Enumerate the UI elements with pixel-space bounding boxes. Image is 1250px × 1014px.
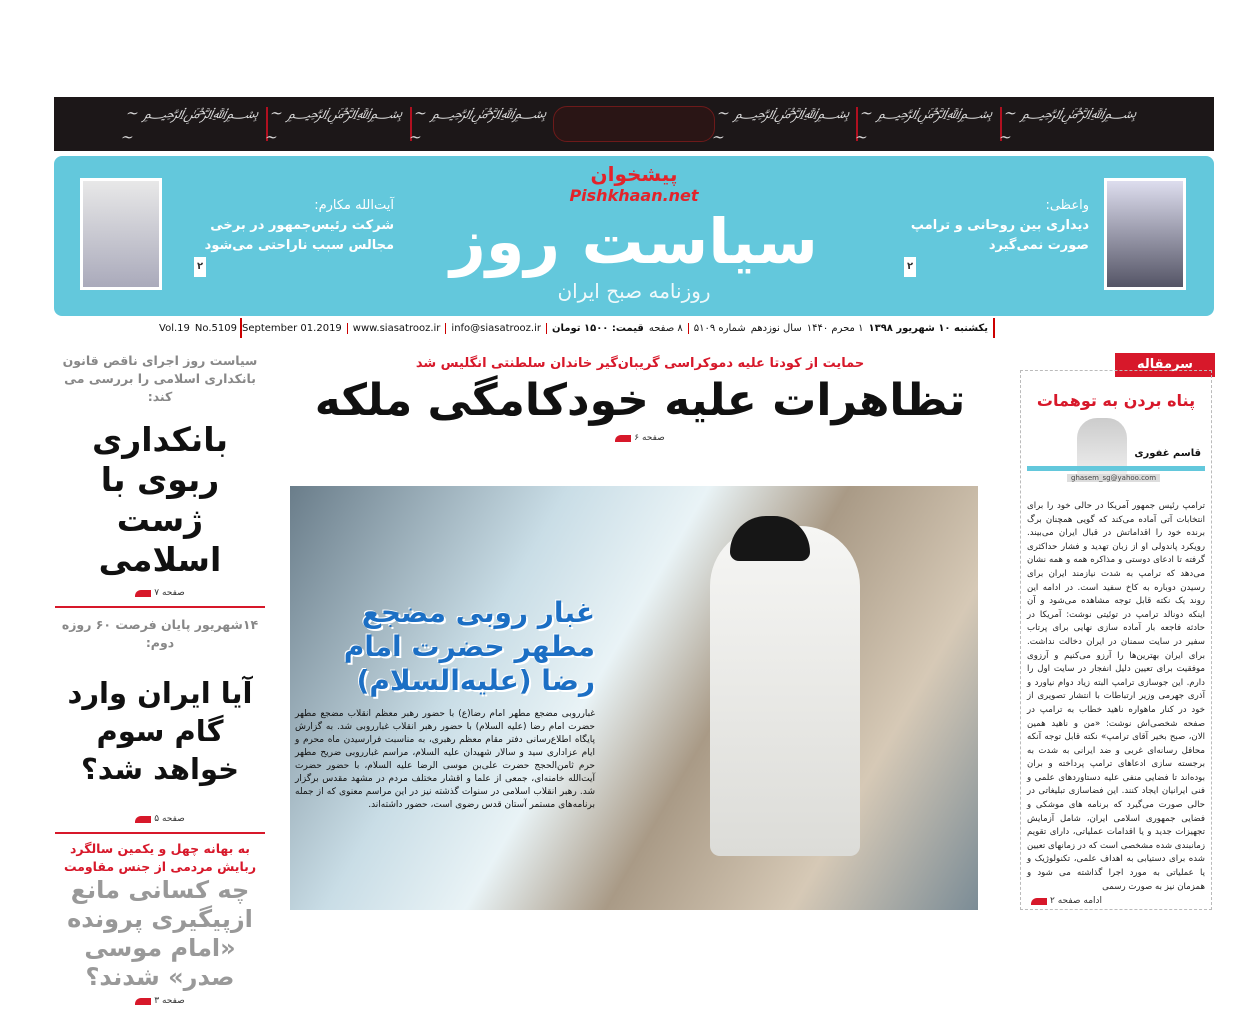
page-ref-text: صفحه ۷ bbox=[154, 588, 185, 598]
masthead-logo bbox=[434, 162, 834, 312]
leader-figure-image bbox=[730, 516, 810, 561]
editorial-title: پناه بردن به توهمات bbox=[1036, 391, 1196, 410]
issue-number-en: No.5109 bbox=[194, 322, 237, 334]
calligraphy-decoration: ~ ﷽ ~ bbox=[263, 104, 405, 146]
page-number: ۲ bbox=[904, 257, 916, 277]
teaser-speaker: واعظی: bbox=[1045, 198, 1089, 213]
website-link[interactable]: www.siasatrooz.ir bbox=[353, 323, 447, 334]
divider bbox=[55, 832, 265, 834]
author-block bbox=[1027, 410, 1205, 490]
page-reference bbox=[55, 814, 265, 824]
hijri-date: ۱ محرم ۱۴۴۰ bbox=[806, 322, 864, 334]
photo-story-body: غبارروبی مضجع مطهر امام رضا(ع) با حضور رهبر معظم انقلاب مضجع مطهر حضرت امام رضا (علیه السلام) با حضور رهبر انقلاب غبارروبی شد. به گزارش پایگاه اطلاع‌رسانی دفتر مقام معظم رهبری، به مناسبت فرارسیدن ماه محرم و ایام عزاداری سید و سالار شهیدان علیه السلام، مراسم غبارروبی ضریح مطهر حرم ثامن‌الحجج حضرت علی‌بن موسی الرضا علیه السلام، با حضور حضرت آیت‌الله خامنه‌ای، جمعی از علما و اقشار مختلف مردم در مشهد مقدس برگزار شد. رهبر انقلاب اسلامی در سنوات گذشته نیز در این مراسم معنوی که از جمله برنامه‌های مستمر آستان قدس رضوی است، حضور داشته‌اند. bbox=[295, 709, 595, 810]
page-count: ۸ صفحه bbox=[649, 323, 689, 334]
red-arrow-icon bbox=[135, 998, 151, 1005]
photo-story-text bbox=[295, 596, 595, 812]
calligraphy-decoration: ~ ﷽ ~ bbox=[119, 104, 261, 146]
red-arrow-icon bbox=[135, 816, 151, 823]
teaser-text: شرکت رئیس‌جمهور در برخی مجالس سبب ناراحتی می‌شود bbox=[204, 218, 394, 253]
watermark: Pishkhaan.net bbox=[569, 186, 699, 205]
calligraphy-decoration: ~ ﷽ ~ bbox=[997, 104, 1139, 146]
page-reference bbox=[290, 433, 990, 443]
main-story[interactable] bbox=[290, 356, 990, 445]
photo-story-title: غبار روبی مضجع مطهر حضرت امام رضا (علیه‌السلام) bbox=[343, 596, 595, 697]
persian-date: یکشنبه ۱۰ شهریور ۱۳۹۸ bbox=[868, 322, 988, 334]
watermark-persian: پیشخوان bbox=[590, 162, 678, 186]
page-number: ۲ bbox=[194, 257, 206, 277]
continued-reference[interactable] bbox=[1031, 896, 1205, 906]
red-arrow-icon bbox=[135, 590, 151, 597]
left-story[interactable] bbox=[55, 840, 265, 1006]
volume-en: Vol.19 bbox=[159, 322, 190, 334]
muharram-calligraphy-banner bbox=[54, 97, 1214, 151]
author-email: ghasem_sg@yahoo.com bbox=[1067, 474, 1160, 482]
story-headline: آیا ایران وارد گام سوم خواهد شد؟ bbox=[67, 676, 253, 786]
author-name: قاسم غفوری bbox=[1134, 448, 1201, 459]
official-portrait-photo bbox=[1104, 178, 1186, 290]
page-reference bbox=[55, 588, 265, 598]
continued-text: ادامه صفحه ۲ bbox=[1050, 896, 1103, 907]
cleric-portrait-photo bbox=[80, 178, 162, 290]
decoration-bar bbox=[1027, 466, 1205, 471]
page-ref-text: صفحه ۳ bbox=[154, 996, 185, 1006]
calligraphy-decoration: ~ ﷽ ~ bbox=[853, 104, 996, 146]
volume-year: سال نوزدهم bbox=[750, 322, 802, 334]
page-reference bbox=[55, 996, 265, 1006]
editorial-box[interactable] bbox=[1020, 370, 1212, 910]
masthead-header bbox=[54, 156, 1214, 316]
story-kicker: ۱۴شهریور پایان فرصت ۶۰ روزه دوم: bbox=[61, 617, 259, 650]
editorial-body: ترامپ رئیس جمهور آمریکا در حالی خود را برای انتخابات آتی آماده می‌کند که گویی همچنان برگ برنده خود را اقداماتش در قبال ایران می‌بیند. رویکرد پاندولی او از زبان تهدید و فشار حداکثری گرفته تا ادعای دوستی و مذاکره همه و همه نشان می‌دهد که ترامپ به شدت نیازمند ایران برای رسیدن دوباره به کاخ سفید است. در ادامه این روند یک نکته قابل توجه مشاهده می‌شود و آن اینکه دونالد ترامپ در توئیتی نوشت: آمریکا در حادثه فاجعه بار آماده سازی نهایی برای پرتاب سفیر در سایت سمنان در ایران دخالت نداشت. برای ایران بهترین‌ها را آرزو می‌کنیم و آرزوی موفقیت برای تعیین دلیل انفجار در سایت اول را دارم. این جوسازی ترامپ البته زیاد دوام نیاورد و آذری جهرمی وزیر ارتباطات با انتشار تصویری از خود در کنار ماهواره ناهید خطاب به ترامپ در صفحه شخصی‌اش نوشت: «من و ناهید همین الان، صبح بخیر آقای ترامپ» نکته قابل توجه آنکه محافل رسانه‌ای غربی و ضد ایرانی به شدت به برجسته سازی ادعاهای ترامپ پرداخته و بران بوده‌اند تا فضایی منفی علیه دستاوردهای علمی و فنی ایرانیان ایجاد کنند. این فضاسازی تبلیغاتی در حالی صورت می‌گیرد که برنامه های موشکی و فضایی جمهوری اسلامی ایران، شامل آزمایش تجهیزات جدید و یا اقدامات عملیاتی، دارای تقویم زمانبندی شده مشخصی است که در زمانهای تعیین شده برای دستیابی به اهداف علمی، تکنولوژیک و یا عملیاتی به مورد اجرا گذاشته می شود و همزمان نیز به صورت رسمی bbox=[1027, 501, 1205, 892]
calligraphy-decoration: ~ ﷽ ~ bbox=[709, 104, 852, 146]
main-kicker: حمایت از کودتا علیه دموکراسی گریبان‌گیر خاندان سلطنتی انگلیس شد bbox=[415, 356, 865, 371]
story-headline: چه کسانی مانع ازپیگیری پرونده «امام موسی صدر» شدند؟ bbox=[67, 876, 253, 991]
teaser-speaker: آیت‌الله مکارم: bbox=[314, 198, 394, 213]
right-header-teaser[interactable] bbox=[904, 196, 1089, 277]
calligraphy-decoration: ~ ﷽ ~ bbox=[406, 104, 549, 146]
main-headline: تظاهرات علیه خودکامگی ملکه bbox=[314, 375, 966, 426]
left-story[interactable] bbox=[55, 352, 265, 598]
red-arrow-icon bbox=[615, 435, 631, 442]
newspaper-subtitle: روزنامه صبح ایران bbox=[557, 279, 711, 303]
story-headline: بانکداری ربوی با ژست اسلامی bbox=[92, 420, 228, 579]
divider bbox=[55, 606, 265, 608]
issue-info-bar bbox=[159, 318, 995, 338]
story-kicker: سیاست روز اجرای ناقص قانون بانکداری اسلامی را بررسی می کند: bbox=[62, 353, 258, 404]
editorial-label: سرمقاله bbox=[1115, 353, 1215, 377]
price: قیمت: ۱۵۰۰ تومان bbox=[552, 322, 644, 334]
newspaper-name: سیاست روز bbox=[450, 205, 818, 278]
story-kicker: به بهانه چهل و یکمین سالگرد ربایش مردمی از جنس مقاومت bbox=[63, 841, 257, 874]
page-ref-text: صفحه ۶ bbox=[634, 433, 665, 443]
left-header-teaser[interactable] bbox=[194, 196, 394, 277]
gregorian-date: September 01.2019 bbox=[242, 323, 348, 334]
leader-figure-image bbox=[710, 526, 860, 856]
page-ref-text: صفحه ۵ bbox=[154, 814, 185, 824]
left-story[interactable] bbox=[55, 616, 265, 824]
red-arrow-icon bbox=[1031, 898, 1047, 905]
email-link[interactable]: info@siasatrooz.ir bbox=[451, 323, 547, 334]
issue-number: شماره ۵۱۰۹ bbox=[693, 322, 746, 334]
banner-ornament bbox=[553, 106, 714, 142]
left-column bbox=[55, 352, 265, 1014]
photo-story[interactable] bbox=[290, 486, 978, 910]
teaser-text: دیداری بین روحانی و ترامپ صورت نمی‌گیرد bbox=[910, 218, 1089, 253]
